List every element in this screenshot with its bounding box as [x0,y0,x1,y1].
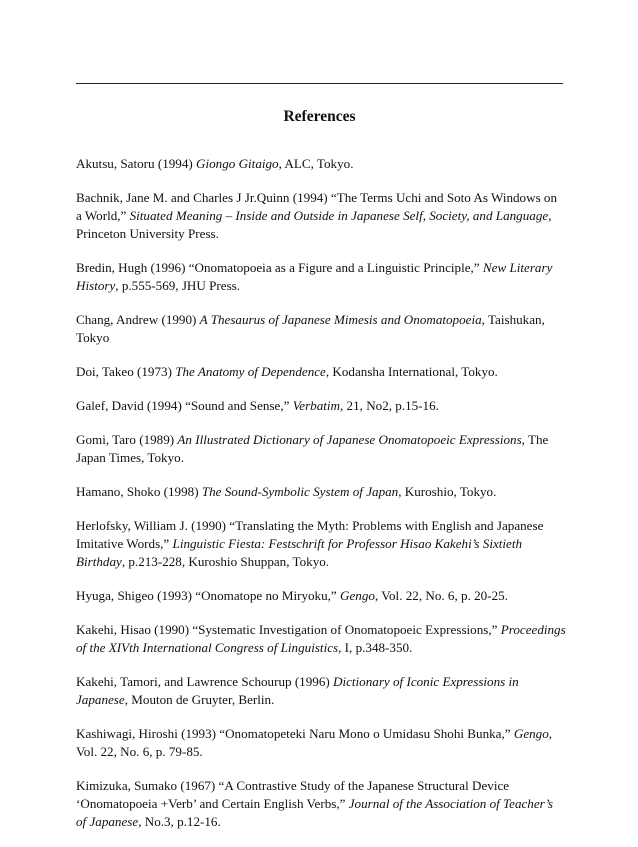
reference-entry [76,621,566,657]
reference-title: New Literary History [76,260,553,293]
reference-entry [76,483,566,501]
reference-text: Kimizuka, Sumako (1967) “A Contrastive Study of the Japanese Structural Device ‘Onomatopoeia +Verb’ and Certain English Verbs,” [76,778,510,811]
references-heading: References [283,108,356,125]
reference-text: , Kodansha International, Tokyo. [325,364,498,379]
reference-list [76,155,566,847]
reference-text: , Kuroshio, Tokyo. [398,484,497,499]
reference-text: Bachnik, Jane M. and Charles J Jr.Quinn (1994) “The Terms Uchi and Soto As Windows on a World,” [76,190,558,223]
reference-text: Akutsu, Satoru (1994) [76,156,197,171]
reference-title: The Sound-Symbolic System of Japan [201,484,399,499]
reference-entry [76,363,566,381]
reference-text: , 21, No2, p.15-16. [340,398,439,413]
reference-entry [76,431,566,467]
reference-title: Giongo Gitaigo [196,156,279,171]
reference-entry [76,189,566,243]
reference-title: Linguistic Fiesta: Festschrift for Professor Hisao Kakehi’s Sixtieth Birthday [76,536,523,569]
reference-entry [76,517,566,571]
reference-title: Gengo [340,588,375,603]
reference-title: Verbatim [292,398,340,413]
reference-text: , The Japan Times, Tokyo. [76,432,549,465]
reference-entry [76,259,566,295]
reference-entry [76,587,566,605]
reference-entry [76,673,566,709]
reference-text: Kakehi, Tamori, and Lawrence Schourup (1996) [76,674,333,689]
reference-title: Proceedings of the XIVth International Congress of Linguistics [76,622,566,655]
reference-text: Chang, Andrew (1990) [76,312,200,327]
reference-text: , p.555-569, JHU Press. [115,278,241,293]
reference-title: Gengo [513,726,549,741]
reference-text: Hyuga, Shigeo (1993) “Onomatope no Miryoku,” [76,588,341,603]
reference-text: Kashiwagi, Hiroshi (1993) “Onomatopeteki Naru Mono o Umidasu Shohi Bunka,” [76,726,514,741]
reference-text: Kakehi, Hisao (1990) “Systematic Investigation of Onomatopoeic Expressions,” [76,622,501,637]
reference-title: Dictionary of Iconic Expressions in Japanese [76,674,519,707]
reference-text: Galef, David (1994) “Sound and Sense,” [76,398,293,413]
reference-text: Hamano, Shoko (1998) [76,484,202,499]
reference-text: , Vol. 22, No. 6, p. 20-25. [374,588,508,603]
reference-text: Herlofsky, William J. (1990) “Translating the Myth: Problems with English and Japanese Imitative Words,” [76,518,544,551]
reference-title: An Illustrated Dictionary of Japanese Onomatopoeic Expressions [177,432,522,447]
reference-text: , No.3, p.12-16. [138,814,221,829]
reference-title: A Thesaurus of Japanese Mimesis and Onomatopoeia [199,312,482,327]
reference-entry [76,777,566,831]
reference-title: Journal of the Association of Teacher’s of Japanese [76,796,554,829]
reference-entry [76,397,566,415]
reference-text: , ALC, Tokyo. [278,156,354,171]
reference-title: Situated Meaning – Inside and Outside in Japanese Self, Society, and Language [129,208,549,223]
reference-text: Bredin, Hugh (1996) “Onomatopoeia as a Figure and a Linguistic Principle,” [76,260,483,275]
reference-text: , p.213-228, Kuroshio Shuppan, Tokyo. [121,554,330,569]
reference-text: Gomi, Taro (1989) [76,432,178,447]
reference-text: , Princeton University Press. [76,208,552,241]
reference-text: , I, p.348-350. [338,640,413,655]
reference-entry [76,311,566,347]
reference-entry [76,155,566,173]
reference-text: Doi, Takeo (1973) [76,364,176,379]
reference-text: , Mouton de Gruyter, Berlin. [124,692,275,707]
reference-text: , Taishukan, Tokyo [76,312,545,345]
reference-entry [76,725,566,761]
reference-text: , Vol. 22, No. 6, p. 79-85. [76,726,553,759]
top-rule [76,83,563,84]
reference-title: The Anatomy of Dependence [175,364,326,379]
